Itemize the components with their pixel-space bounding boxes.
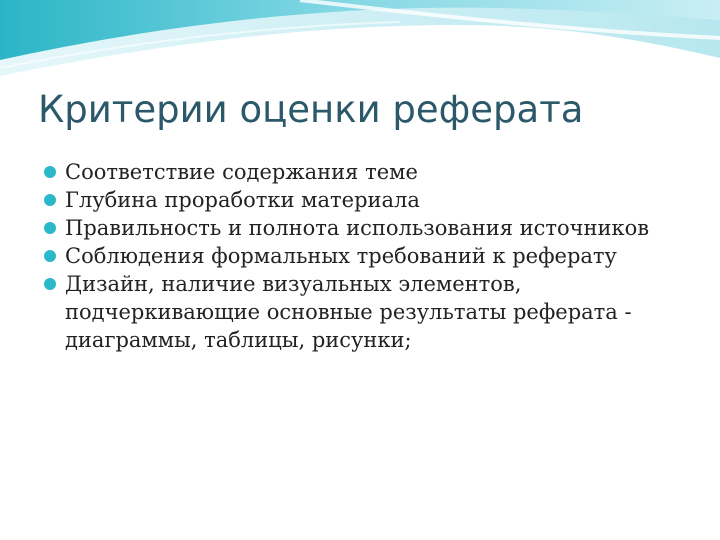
list-item-text: Глубина проработки материала (65, 188, 420, 212)
criteria-list (44, 158, 684, 354)
slide-title: Критерии оценки реферата (38, 88, 584, 131)
list-item (44, 242, 684, 270)
bullet-dot-icon (44, 166, 56, 178)
list-item-text: Правильность и полнота использования источников (65, 216, 650, 240)
list-item (44, 270, 684, 354)
bullet-dot-icon (44, 250, 56, 262)
list-item (44, 186, 684, 214)
list-item (44, 214, 684, 242)
list-item-text: Соответствие содержания теме (65, 160, 418, 184)
bullet-dot-icon (44, 194, 56, 206)
list-item (44, 158, 684, 186)
list-item-text: Дизайн, наличие визуальных элементов, подчеркивающие основные результаты реферата - диаграммы, таблицы, рисунки; (65, 272, 632, 352)
bullet-dot-icon (44, 222, 56, 234)
list-item-text: Соблюдения формальных требований к реферату (65, 244, 617, 268)
header-wave-decoration (0, 0, 720, 90)
bullet-dot-icon (44, 278, 56, 290)
